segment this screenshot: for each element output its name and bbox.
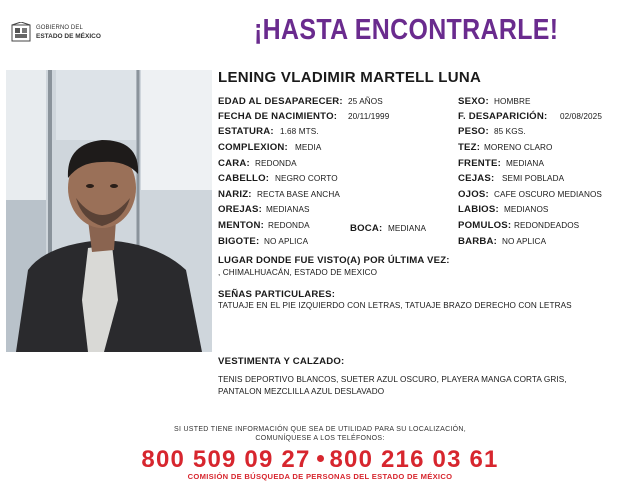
field-label: EDAD AL DESAPARECER: (218, 96, 343, 107)
state-seal-icon (10, 22, 32, 44)
field-label: POMULOS: (458, 220, 512, 231)
field-value: HOMBRE (494, 97, 531, 106)
field-value: MEDIANA (388, 224, 427, 233)
field-label: LABIOS: (458, 204, 499, 215)
field-label: BOCA: (350, 223, 383, 234)
field-value: REDONDA (268, 221, 310, 230)
contact-note-line-1: SI USTED TIENE INFORMACIÓN QUE SEA DE UTILIDAD PARA SU LOCALIZACIÓN, (173, 426, 467, 433)
field-label: NARIZ: (218, 189, 252, 200)
field-label: ESTATURA: (218, 126, 274, 137)
clothing-line-1: TENIS DEPORTIVO BLANCOS, SUETER AZUL OSCURO, PLAYERA MANGA CORTA GRIS, (218, 375, 567, 384)
person-photo-illustration (6, 70, 212, 352)
field-value: 02/08/2025 (560, 112, 602, 121)
field-value: NO APLICA (502, 237, 547, 246)
field-label: OJOS: (458, 189, 489, 200)
field-value: 85 KGS. (494, 127, 526, 136)
logo-line-2: ESTADO DE MÉXICO (36, 33, 101, 40)
logo-line-1: GOBIERNO DEL (36, 25, 83, 31)
field-label: CABELLO: (218, 173, 270, 184)
phone-number-2[interactable]: 800 216 03 61 (329, 446, 499, 473)
missing-person-photo (6, 70, 212, 352)
field-value: REDONDA (255, 159, 297, 168)
contact-note-line-2: COMUNÍQUESE A LOS TELÉFONOS: (255, 435, 385, 442)
person-name: LENING VLADIMIR MARTELL LUNA (218, 69, 482, 86)
last-seen-label: LUGAR DONDE FUE VISTO(A) POR ÚLTIMA VEZ: (218, 255, 450, 266)
separator-dot-icon (317, 455, 324, 462)
field-value: RECTA BASE ANCHA (257, 190, 340, 199)
headline: ¡HASTA ENCONTRARLE! (254, 14, 559, 46)
field-value: CAFE OSCURO MEDIANOS (494, 190, 602, 199)
field-value: MORENO CLARO (484, 143, 553, 152)
field-label: TEZ: (458, 142, 481, 153)
commission-name: COMISIÓN DE BÚSQUEDA DE PERSONAS DEL ESTADO DE MÉXICO (187, 472, 453, 481)
phone-number-1[interactable]: 800 509 09 27 (141, 446, 311, 473)
field-label: BARBA: (458, 236, 498, 247)
field-label: CEJAS: (458, 173, 495, 184)
field-label: SEXO: (458, 96, 489, 107)
state-government-logo (10, 22, 120, 46)
field-value: NEGRO CORTO (275, 174, 338, 183)
field-label: PESO: (458, 126, 489, 137)
field-label: MENTON: (218, 220, 264, 231)
field-label: COMPLEXION: (218, 142, 288, 153)
clothing-label: VESTIMENTA Y CALZADO: (218, 356, 345, 367)
field-value: MEDIANA (506, 159, 545, 168)
field-value: REDONDEADOS (514, 221, 580, 230)
field-value: MEDIA (295, 143, 322, 152)
field-label: FECHA DE NACIMIENTO: (218, 111, 338, 122)
field-value: 1.68 MTS. (280, 127, 319, 136)
field-label: OREJAS: (218, 204, 263, 215)
field-value: NO APLICA (264, 237, 309, 246)
field-value: SEMI POBLADA (502, 174, 565, 183)
distinctive-marks-value: TATUAJE EN EL PIE IZQUIERDO CON LETRAS, TATUAJE BRAZO DERECHO CON LETRAS (218, 301, 572, 310)
field-label: BIGOTE: (218, 236, 260, 247)
field-value: MEDIANAS (266, 205, 310, 214)
field-value: MEDIANOS (504, 205, 549, 214)
phone-numbers (0, 446, 640, 474)
field-value: 25 AÑOS (348, 97, 383, 106)
field-value: 20/11/1999 (348, 112, 390, 121)
last-seen-value: , CHIMALHUACÁN, ESTADO DE MEXICO (218, 268, 378, 277)
field-label: CARA: (218, 158, 250, 169)
distinctive-marks-label: SEÑAS PARTICULARES: (218, 289, 336, 300)
field-label: FRENTE: (458, 158, 501, 169)
clothing-line-2: PANTALON MEZCLILLA AZUL DESLAVADO (218, 387, 385, 396)
field-label: F. DESAPARICIÓN: (458, 111, 548, 122)
